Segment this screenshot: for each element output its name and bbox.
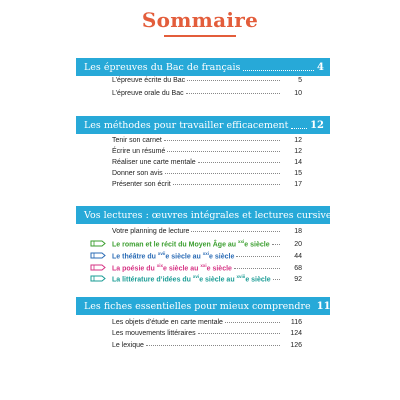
toc-item-page: 92: [294, 276, 302, 284]
toc-item-page: 126: [290, 342, 302, 349]
leader-dots: [186, 93, 280, 94]
teal-pencil-icon: [90, 275, 106, 282]
toc-item[interactable]: [112, 274, 302, 285]
toc-item[interactable]: [112, 170, 302, 181]
toc-item-label: Présenter son écrit: [112, 181, 171, 188]
toc-item-label: Écrire un résumé: [112, 148, 166, 155]
section-header-lectures[interactable]: [76, 206, 357, 224]
leader-dots: [173, 184, 280, 185]
toc-item-label: Votre planning de lecture: [112, 228, 190, 235]
green-pencil-icon: [90, 240, 106, 247]
toc-item[interactable]: [112, 159, 302, 170]
section-header-bac[interactable]: [76, 58, 330, 76]
toc-item-page: 5: [298, 77, 302, 84]
leader-dots: [198, 333, 280, 334]
leader-dots: [167, 151, 280, 152]
leader-dots: [187, 80, 280, 81]
toc-item-label: Le lexique: [112, 342, 144, 349]
leader-dots: [191, 231, 280, 232]
leader-dots: [243, 70, 314, 71]
toc-item-label: Les objets d’étude en carte mentale: [112, 319, 223, 326]
toc-item-page: 10: [294, 90, 302, 97]
section-title: Vos lectures : œuvres intégrales et lectures cursives: [84, 209, 337, 221]
toc-item[interactable]: [112, 148, 302, 159]
toc-item[interactable]: [112, 330, 302, 341]
toc-item[interactable]: [112, 342, 302, 353]
pink-pencil-icon: [90, 264, 106, 271]
toc-item[interactable]: [112, 263, 302, 274]
toc-item-page: 124: [290, 330, 302, 337]
toc-item-label: Le roman et le récit du Moyen Âge au $^{xxi}$e siècle: [112, 239, 270, 249]
toc-item-label: Réaliser une carte mentale: [112, 159, 196, 166]
toc-item[interactable]: [112, 137, 302, 148]
section-title: Les fiches essentielles pour mieux comprendre: [84, 300, 311, 312]
toc-item-label: La poésie du $^{xix}$e siècle au $^{xxi}$e siècle: [112, 263, 232, 273]
section-title: Les méthodes pour travailler efficacement: [84, 119, 289, 131]
section-header-fiches[interactable]: [76, 297, 338, 315]
toc-item-page: 12: [294, 148, 302, 155]
toc-item-page: 14: [294, 159, 302, 166]
toc-item-page: 20: [294, 241, 302, 249]
toc-item-page: 44: [294, 253, 302, 261]
toc-item-page: 18: [294, 228, 302, 235]
toc-item[interactable]: [112, 319, 302, 330]
leader-dots: [165, 173, 280, 174]
toc-item[interactable]: [112, 239, 302, 250]
toc-item[interactable]: [112, 181, 302, 192]
section-page: 4: [317, 61, 324, 73]
toc-item-page: 116: [290, 319, 302, 326]
toc-item[interactable]: [112, 228, 302, 239]
leader-dots: [236, 256, 280, 257]
section-header-methodes[interactable]: [76, 116, 330, 134]
toc-item-label: L’épreuve écrite du Bac: [112, 77, 186, 84]
toc-item-label: Donner son avis: [112, 170, 163, 177]
leader-dots: [146, 345, 280, 346]
leader-dots: [273, 279, 280, 280]
leader-dots: [225, 322, 280, 323]
leader-dots: [272, 244, 280, 245]
toc-item-page: 15: [294, 170, 302, 177]
toc-item[interactable]: [112, 251, 302, 262]
toc-item-label: L’épreuve orale du Bac: [112, 90, 184, 97]
toc-item-label: Tenir son carnet: [112, 137, 162, 144]
section-page: 116: [316, 300, 338, 312]
toc-item-page: 17: [294, 181, 302, 188]
page-title: Sommaire: [141, 8, 259, 32]
toc-item-label: La littérature d’idées du $^{xvi}$e siècle au $^{xviii}$e siècle: [112, 274, 271, 284]
toc-item-label: Le théâtre du $^{xvii}$e siècle au $^{xxi}$e siècle: [112, 251, 235, 261]
toc-item[interactable]: [112, 77, 302, 88]
section-title: Les épreuves du Bac de français: [84, 61, 241, 73]
header: [0, 6, 400, 36]
section-page: 12: [310, 119, 324, 131]
toc-item[interactable]: [112, 90, 302, 101]
blue-pencil-icon: [90, 252, 106, 259]
title-underline: [164, 35, 236, 37]
leader-dots: [291, 128, 307, 129]
leader-dots: [234, 268, 280, 269]
toc-item-page: 68: [294, 265, 302, 273]
leader-dots: [198, 162, 280, 163]
section-page: 18: [342, 209, 357, 221]
leader-dots: [164, 140, 280, 141]
toc-item-page: 12: [294, 137, 302, 144]
toc-item-label: Les mouvements littéraires: [112, 330, 196, 337]
